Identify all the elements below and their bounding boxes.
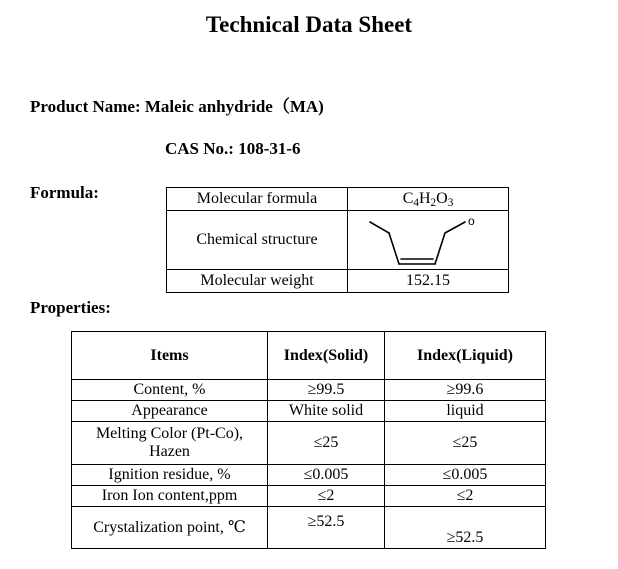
properties-header-row <box>72 332 546 380</box>
liquid-value-cell: liquid <box>385 401 546 422</box>
molecular-formula-value: $C_4H_2O_3$ <box>348 188 509 211</box>
formula-table <box>166 187 509 293</box>
formula-row-chemical-structure <box>167 211 509 270</box>
header-index-liquid: Index(Liquid) <box>385 332 546 380</box>
item-cell: Crystalization point, ℃ <box>72 507 268 549</box>
header-items: Items <box>72 332 268 380</box>
item-cell: Iron Ion content,ppm <box>72 486 268 507</box>
product-name-line <box>30 92 324 117</box>
molecular-formula-label: Molecular formula <box>167 188 348 211</box>
item-cell: Appearance <box>72 401 268 422</box>
table-row <box>72 422 546 465</box>
liquid-value-cell: ≤25 <box>385 422 546 465</box>
liquid-value-cell: ≤2 <box>385 486 546 507</box>
item-cell: Melting Color (Pt-Co), Hazen <box>72 422 268 465</box>
solid-value-cell: ≥99.5 <box>268 380 385 401</box>
liquid-value-cell: ≤0.005 <box>385 465 546 486</box>
cas-number-line <box>165 139 301 159</box>
table-row <box>72 507 546 549</box>
solid-value-cell: ≤0.005 <box>268 465 385 486</box>
item-cell: Content, % <box>72 380 268 401</box>
properties-table <box>71 331 546 549</box>
cas-value: 108-31-6 <box>238 139 301 158</box>
chemical-structure-label: Chemical structure <box>167 211 348 270</box>
table-row <box>72 486 546 507</box>
cas-label: CAS No.: <box>165 139 234 158</box>
solid-value-cell: ≤2 <box>268 486 385 507</box>
structure-oxygen-label: o <box>468 214 475 228</box>
product-name-value: Maleic anhydride（MA) <box>144 97 324 116</box>
solid-value-cell: ≥52.5 <box>268 507 385 549</box>
liquid-value-cell: ≥99.6 <box>385 380 546 401</box>
formula-label: Formula: <box>30 183 99 202</box>
product-name-label: Product Name: <box>30 97 141 116</box>
table-row <box>72 465 546 486</box>
maleic-anhydride-structure-diagram <box>348 211 509 269</box>
item-cell: Ignition residue, % <box>72 465 268 486</box>
solid-value-cell: White solid <box>268 401 385 422</box>
properties-label: Properties: <box>30 298 111 317</box>
table-row <box>72 380 546 401</box>
document-title: Technical Data Sheet <box>205 12 413 37</box>
table-row <box>72 401 546 422</box>
chemical-structure-cell <box>348 211 509 270</box>
molecular-weight-label: Molecular weight <box>167 270 348 293</box>
liquid-value-cell: ≥52.5 <box>385 507 546 549</box>
header-index-solid: Index(Solid) <box>268 332 385 380</box>
solid-value-cell: ≤25 <box>268 422 385 465</box>
formula-row-molecular-formula <box>167 188 509 211</box>
formula-row-molecular-weight <box>167 270 509 293</box>
molecular-weight-value: 152.15 <box>348 270 509 293</box>
